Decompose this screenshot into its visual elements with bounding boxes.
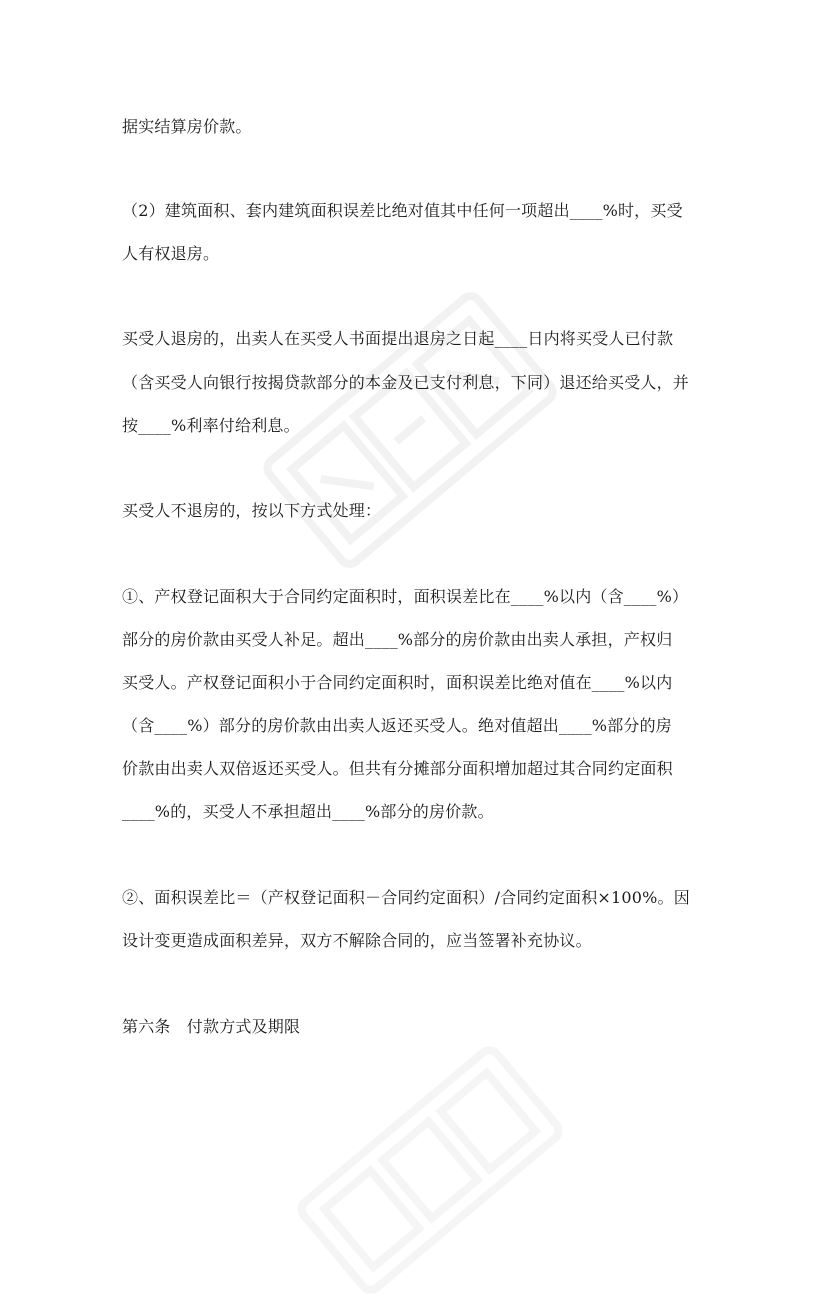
section-heading: 第六条 付款方式及期限 xyxy=(122,1017,301,1036)
paragraph-text-line: ____%的，买受人不承担超出____%部分的房价款。 xyxy=(122,802,494,821)
paragraph-text-line: 买受人退房的，出卖人在买受人书面提出退房之日起____日内将买受人已付款 xyxy=(122,329,674,348)
paragraph-text-line: 买受人不退房的，按以下方式处理： xyxy=(122,501,382,520)
watermark-logo-bottom xyxy=(292,1040,568,1299)
paragraph-text-line: 价款由出卖人双倍返还买受人。但共有分摊部分面积增加超过其合同约定面积 xyxy=(122,759,673,778)
paragraph-text-line: 部分的房价款由买受人补足。超出____%部分的房价款由出卖人承担，产权归 xyxy=(122,630,673,649)
paragraph-text-line: 据实结算房价款。 xyxy=(122,117,252,136)
paragraph-text-line: （含买受人向银行按揭贷款部分的本金及已支付利息，下同）退还给买受人，并 xyxy=(122,373,690,392)
paragraph-text-line: ①、产权登记面积大于合同约定面积时，面积误差比在____%以内（含____%） xyxy=(122,587,689,606)
paragraph-text-line: 买受人。产权登记面积小于合同约定面积时，面积误差比绝对值在____%以内 xyxy=(122,673,673,692)
paragraph-text-line: 按____%利率付给利息。 xyxy=(122,416,300,435)
paragraph-text-line: （2）建筑面积、套内建筑面积误差比绝对值其中任何一项超出____%时，买受 xyxy=(122,201,683,220)
paragraph-text-line: 人有权退房。 xyxy=(122,244,220,263)
paragraph-text-line: ②、面积误差比＝（产权登记面积－合同约定面积）/合同约定面积×100%。因 xyxy=(122,888,690,907)
paragraph-text-line: 设计变更造成面积差异，双方不解除合同的，应当签署补充协议。 xyxy=(122,931,592,950)
paragraph-text-line: （含____%）部分的房价款由出卖人返还买受人。绝对值超出____%部分的房 xyxy=(122,716,673,735)
